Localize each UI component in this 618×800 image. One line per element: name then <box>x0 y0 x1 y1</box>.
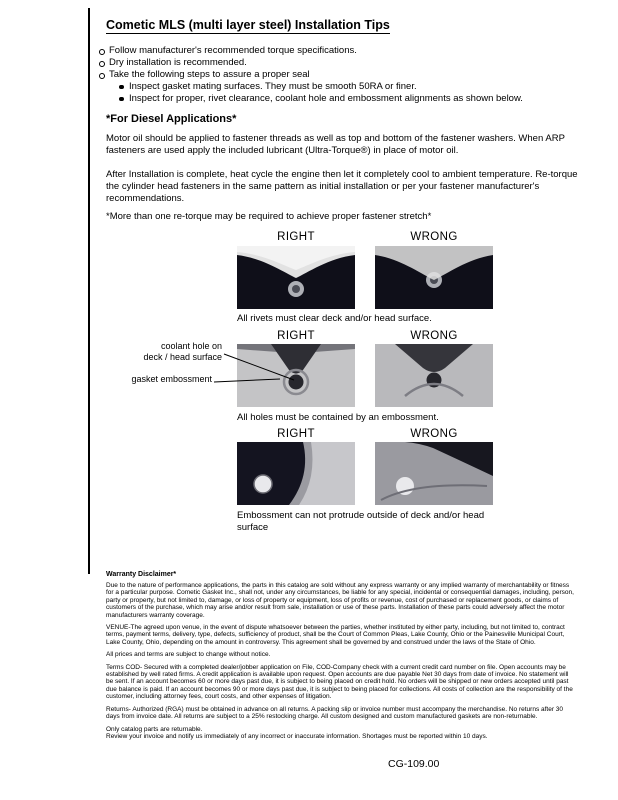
diesel-paragraph-1: Motor oil should be applied to fastener threads as well as top and bottom of the fastener washers. When ARP fasteners are used apply the included lubricant (Ultra-Torque®) in place of motor oil. <box>106 133 565 156</box>
page-code: CG-109.00 <box>388 758 440 770</box>
rivet-wrong-image <box>375 246 493 309</box>
warranty-paragraph: Only catalog parts are returnable. <box>106 725 203 733</box>
rivet-overlap-illustration <box>375 246 493 309</box>
warranty-paragraph: VENUE-The agreed upon venue, in the event of dispute whatsoever between the parties, whether instituted by either party, including, but not limited to, contract terms, payment terms, delivery, type, defects, sufficiency of product, shall be the Court of Common Pleas, Lake County, Ohio or the Painesville Municipal Court, Lake County, Ohio, depending on the amount in controversy. This agreement shall be governed by and construed under the laws of the State of Ohio. <box>106 624 565 646</box>
warranty-paragraph: Returns- Authorized (RGA) must be obtained in advance on all returns. A packing slip or invoice number must accompany the merchandise. No returns after 30 days from invoice date. All returns are subject to a 25% restocking charge. All custom designed and custom manufactured gaskets are non-returnable. <box>106 705 564 721</box>
row1-wrong-label: WRONG <box>410 231 458 243</box>
embossment-wrong-image <box>375 344 493 407</box>
left-border-rule <box>88 8 90 574</box>
row3-right-label: RIGHT <box>277 428 315 440</box>
row3-caption: Embossment can not protrude outside of deck and/or head surface <box>237 510 485 533</box>
warranty-disclaimer-section <box>106 571 576 745</box>
coolant-hole-callout-line2: deck / head surface <box>143 351 222 362</box>
protrusion-wrong-image <box>375 442 493 505</box>
warranty-paragraph: Due to the nature of performance applications, the parts in this catalog are sold without any express warranty or any implied warranty of merchantability or fitness for a particular purpose. Cometic Gasket Inc., shall not, under any circumstances, be liable for any special, incidental or consequential damages, including, person, party or property, but not limited to, damage, or loss of property or equipment, loss of profits or revenue, cost of purchased or replacement goods, or claims of customers of the purchase, which may arise and/or result from sale, installation or use of these parts. Installation of these parts could adversely affect the motor manufacturers warranty coverage. <box>106 582 574 619</box>
warranty-heading: Warranty Disclaimer* <box>106 571 177 578</box>
coolant-hole-callout-line1: coolant hole on <box>160 341 222 351</box>
tip-item: Follow manufacturer's recommended torque specifications. <box>98 45 588 57</box>
installation-tips-list <box>98 45 588 81</box>
hole-not-contained-illustration <box>375 344 493 407</box>
subtip-item: Inspect gasket mating surfaces. They must be smooth 50RA or finer. <box>118 81 588 93</box>
row2-right-label: RIGHT <box>277 330 315 342</box>
callout-pointer-lines <box>210 346 306 388</box>
protrusion-illustration <box>375 442 493 505</box>
page-title <box>106 18 390 32</box>
tip-item: Take the following steps to assure a proper seal <box>98 69 588 81</box>
row3-wrong-label: WRONG <box>410 428 458 440</box>
protrusion-right-image <box>237 442 355 505</box>
row2-wrong-label: WRONG <box>410 330 458 342</box>
installation-subtips-list <box>118 81 588 105</box>
warranty-paragraph: Review your invoice and notify us immediately of any incorrect or inaccurate information. Shortages must be reported within 10 days. <box>106 732 488 740</box>
page-title-text: Cometic MLS (multi layer steel) Installation Tips <box>106 18 390 32</box>
no-protrusion-illustration <box>237 442 355 505</box>
row2-caption: All holes must be contained by an embossment. <box>237 412 439 423</box>
coolant-hole-callout <box>118 341 222 362</box>
warranty-paragraph: All prices and terms are subject to change without notice. <box>106 651 271 659</box>
diesel-paragraph-2: After Installation is complete, heat cycle the engine then let it completely cool to ambient temperature. Re-torque the cylinder head fasteners in the same pattern as initial installation or per your fastener manufacturer's recommendations. <box>106 169 578 204</box>
rivet-clear-illustration <box>237 246 355 309</box>
subtip-item: Inspect for proper, rivet clearance, coolant hole and embossment alignments as shown below. <box>118 93 588 105</box>
retorque-note: *More than one re-torque may be required to achieve proper fastener stretch* <box>106 211 432 222</box>
warranty-paragraph: Terms COD- Secured with a completed dealer/jobber application on File, COD-Company check with a current credit card number on file. Open accounts may be established by well rated firms. A credit application is available upon request. Open accounts are due payable Net 30 days from date of invoice. No statement will be sent. If an account becomes 60 or more days past due, it is subject to being placed on credit hold. No orders will be shipped or new orders accepted until past due balance is paid. If an account becomes 90 or more days past due, it is subject to being placed for collections. All costs of collection are the responsibility of the customer, including attorney fees, court costs, and other expenses of litigation. <box>106 663 573 701</box>
gasket-embossment-callout: gasket embossment <box>131 374 212 384</box>
row1-right-label: RIGHT <box>277 231 315 243</box>
rivet-right-image <box>237 246 355 309</box>
tip-item: Dry installation is recommended. <box>98 57 588 69</box>
row1-caption: All rivets must clear deck and/or head surface. <box>237 313 432 324</box>
diesel-applications-heading: *For Diesel Applications* <box>106 113 237 125</box>
